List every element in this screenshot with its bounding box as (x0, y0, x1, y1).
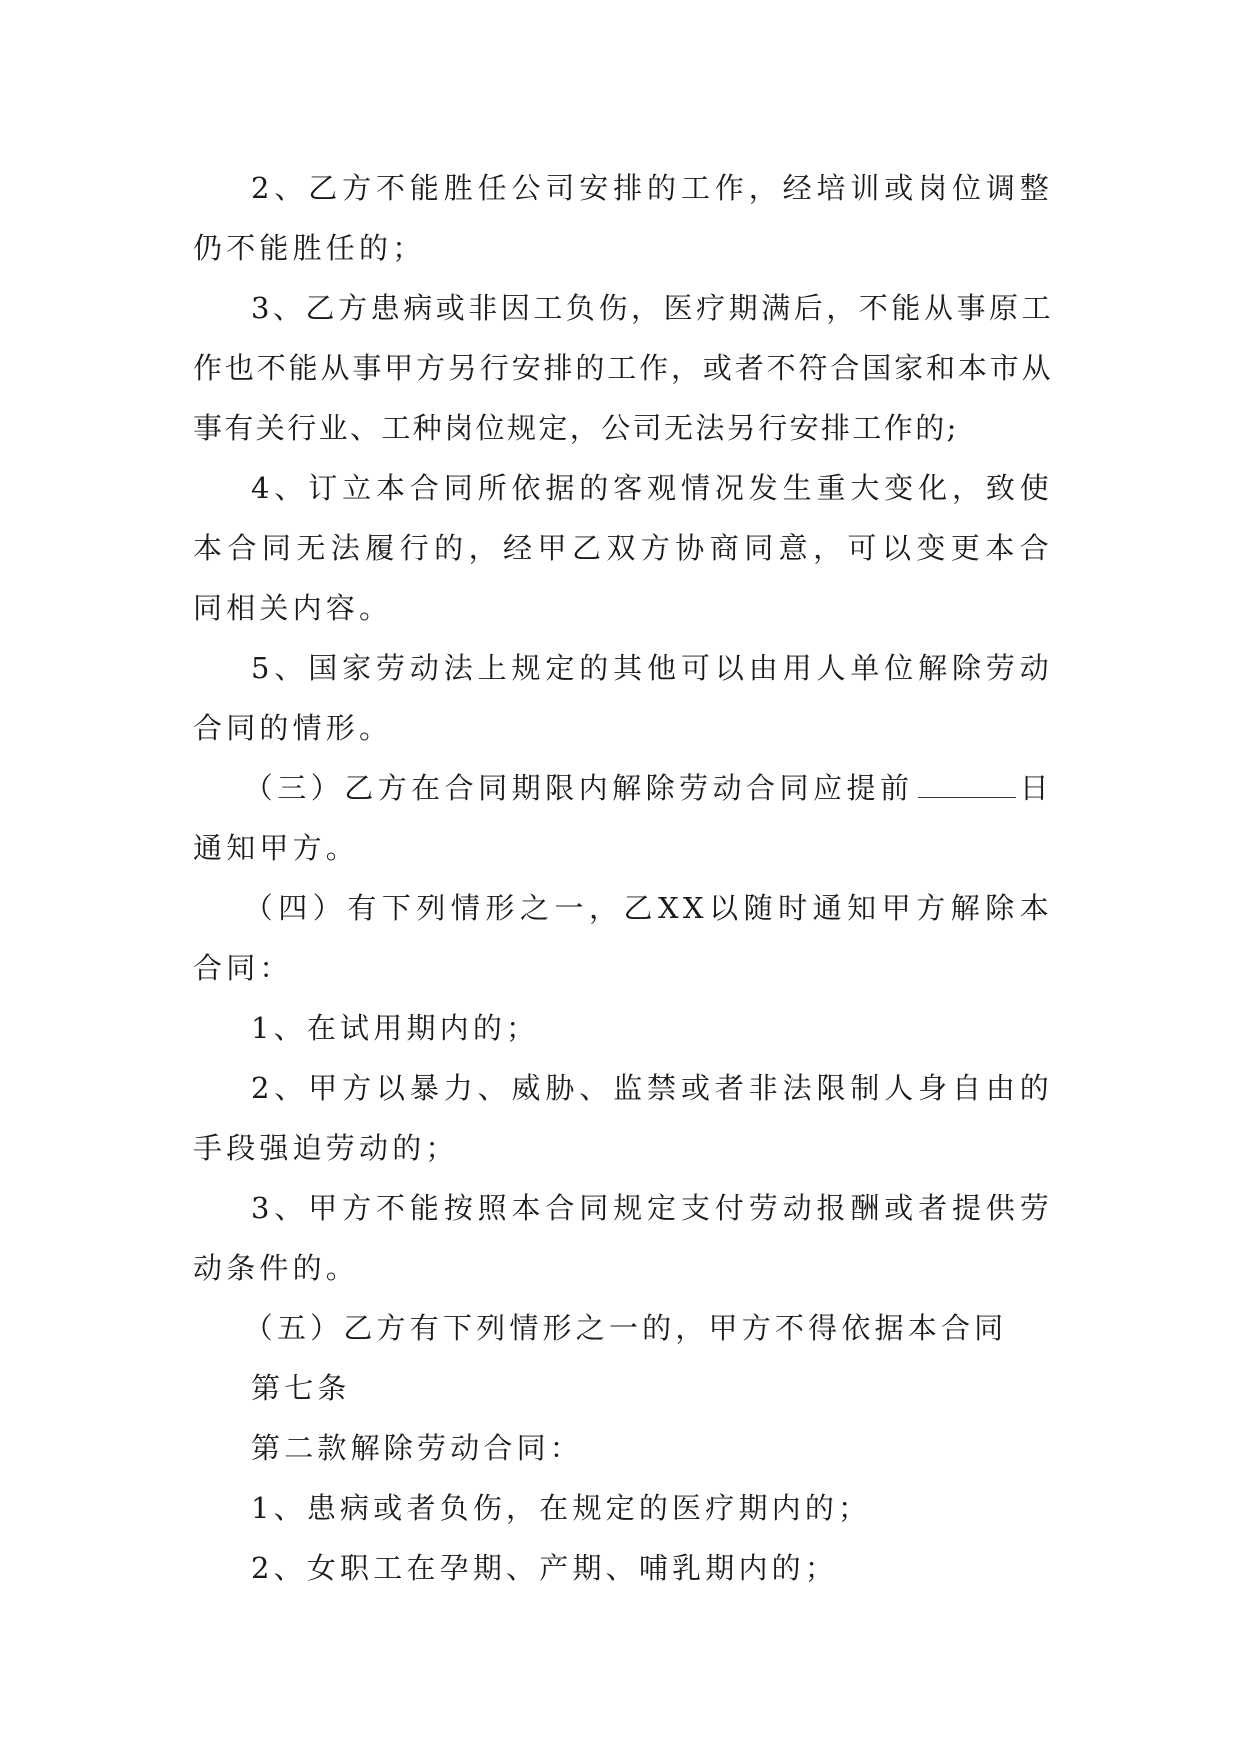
clause-four-item-2: 2、甲方以暴力、威胁、监禁或者非法限制人身自由的手段强迫劳动的； (193, 1071, 1053, 1165)
article-seven-label: 第七条 (251, 1371, 351, 1405)
section-two-label: 第二款解除劳动合同： (251, 1431, 584, 1465)
clause-five-heading: （五）乙方有下列情形之一的，甲方不得依据本合同 (243, 1311, 1008, 1345)
clause-item-4-circumstance-change: 4、订立本合同所依据的客观情况发生重大变化，致使本合同无法履行的，经甲乙双方协商同意，可以变更本合同相关内容。 (193, 471, 1053, 625)
notice-days-blank (918, 775, 1016, 798)
clause-four-item-3: 3、甲方不能按照本合同规定支付劳动报酬或者提供劳动条件的。 (193, 1191, 1053, 1285)
document-body (193, 158, 1053, 1598)
clause-item-2-incompetent: 2、乙方不能胜任公司安排的工作，经培训或岗位调整仍不能胜任的； (193, 171, 1053, 265)
clause-four-heading: （四）有下列情形之一，乙XX以随时通知甲方解除本合同： (193, 891, 1053, 985)
clause-item-3-illness: 3、乙方患病或非因工负伤，医疗期满后，不能从事原工作也不能从事甲方另行安排的工作，或者不符合国家和本市从事有关行业、工种岗位规定，公司无法另行安排工作的; (193, 291, 1053, 445)
clause-five-item-1: 1、患病或者负伤，在规定的医疗期内的； (251, 1491, 872, 1525)
clause-five-item-2: 2、女职工在孕期、产期、哺乳期内的； (251, 1551, 839, 1585)
clause-three-text-after: 日通知甲方。 (193, 771, 1053, 865)
clause-item-5-labor-law: 5、国家劳动法上规定的其他可以由用人单位解除劳动合同的情形。 (193, 651, 1053, 745)
clause-three-notice (193, 758, 1053, 878)
clause-four-item-1: 1、在试用期内的； (251, 1011, 540, 1045)
clause-three-text-before: （三）乙方在合同期限内解除劳动合同应提前 (243, 771, 914, 805)
